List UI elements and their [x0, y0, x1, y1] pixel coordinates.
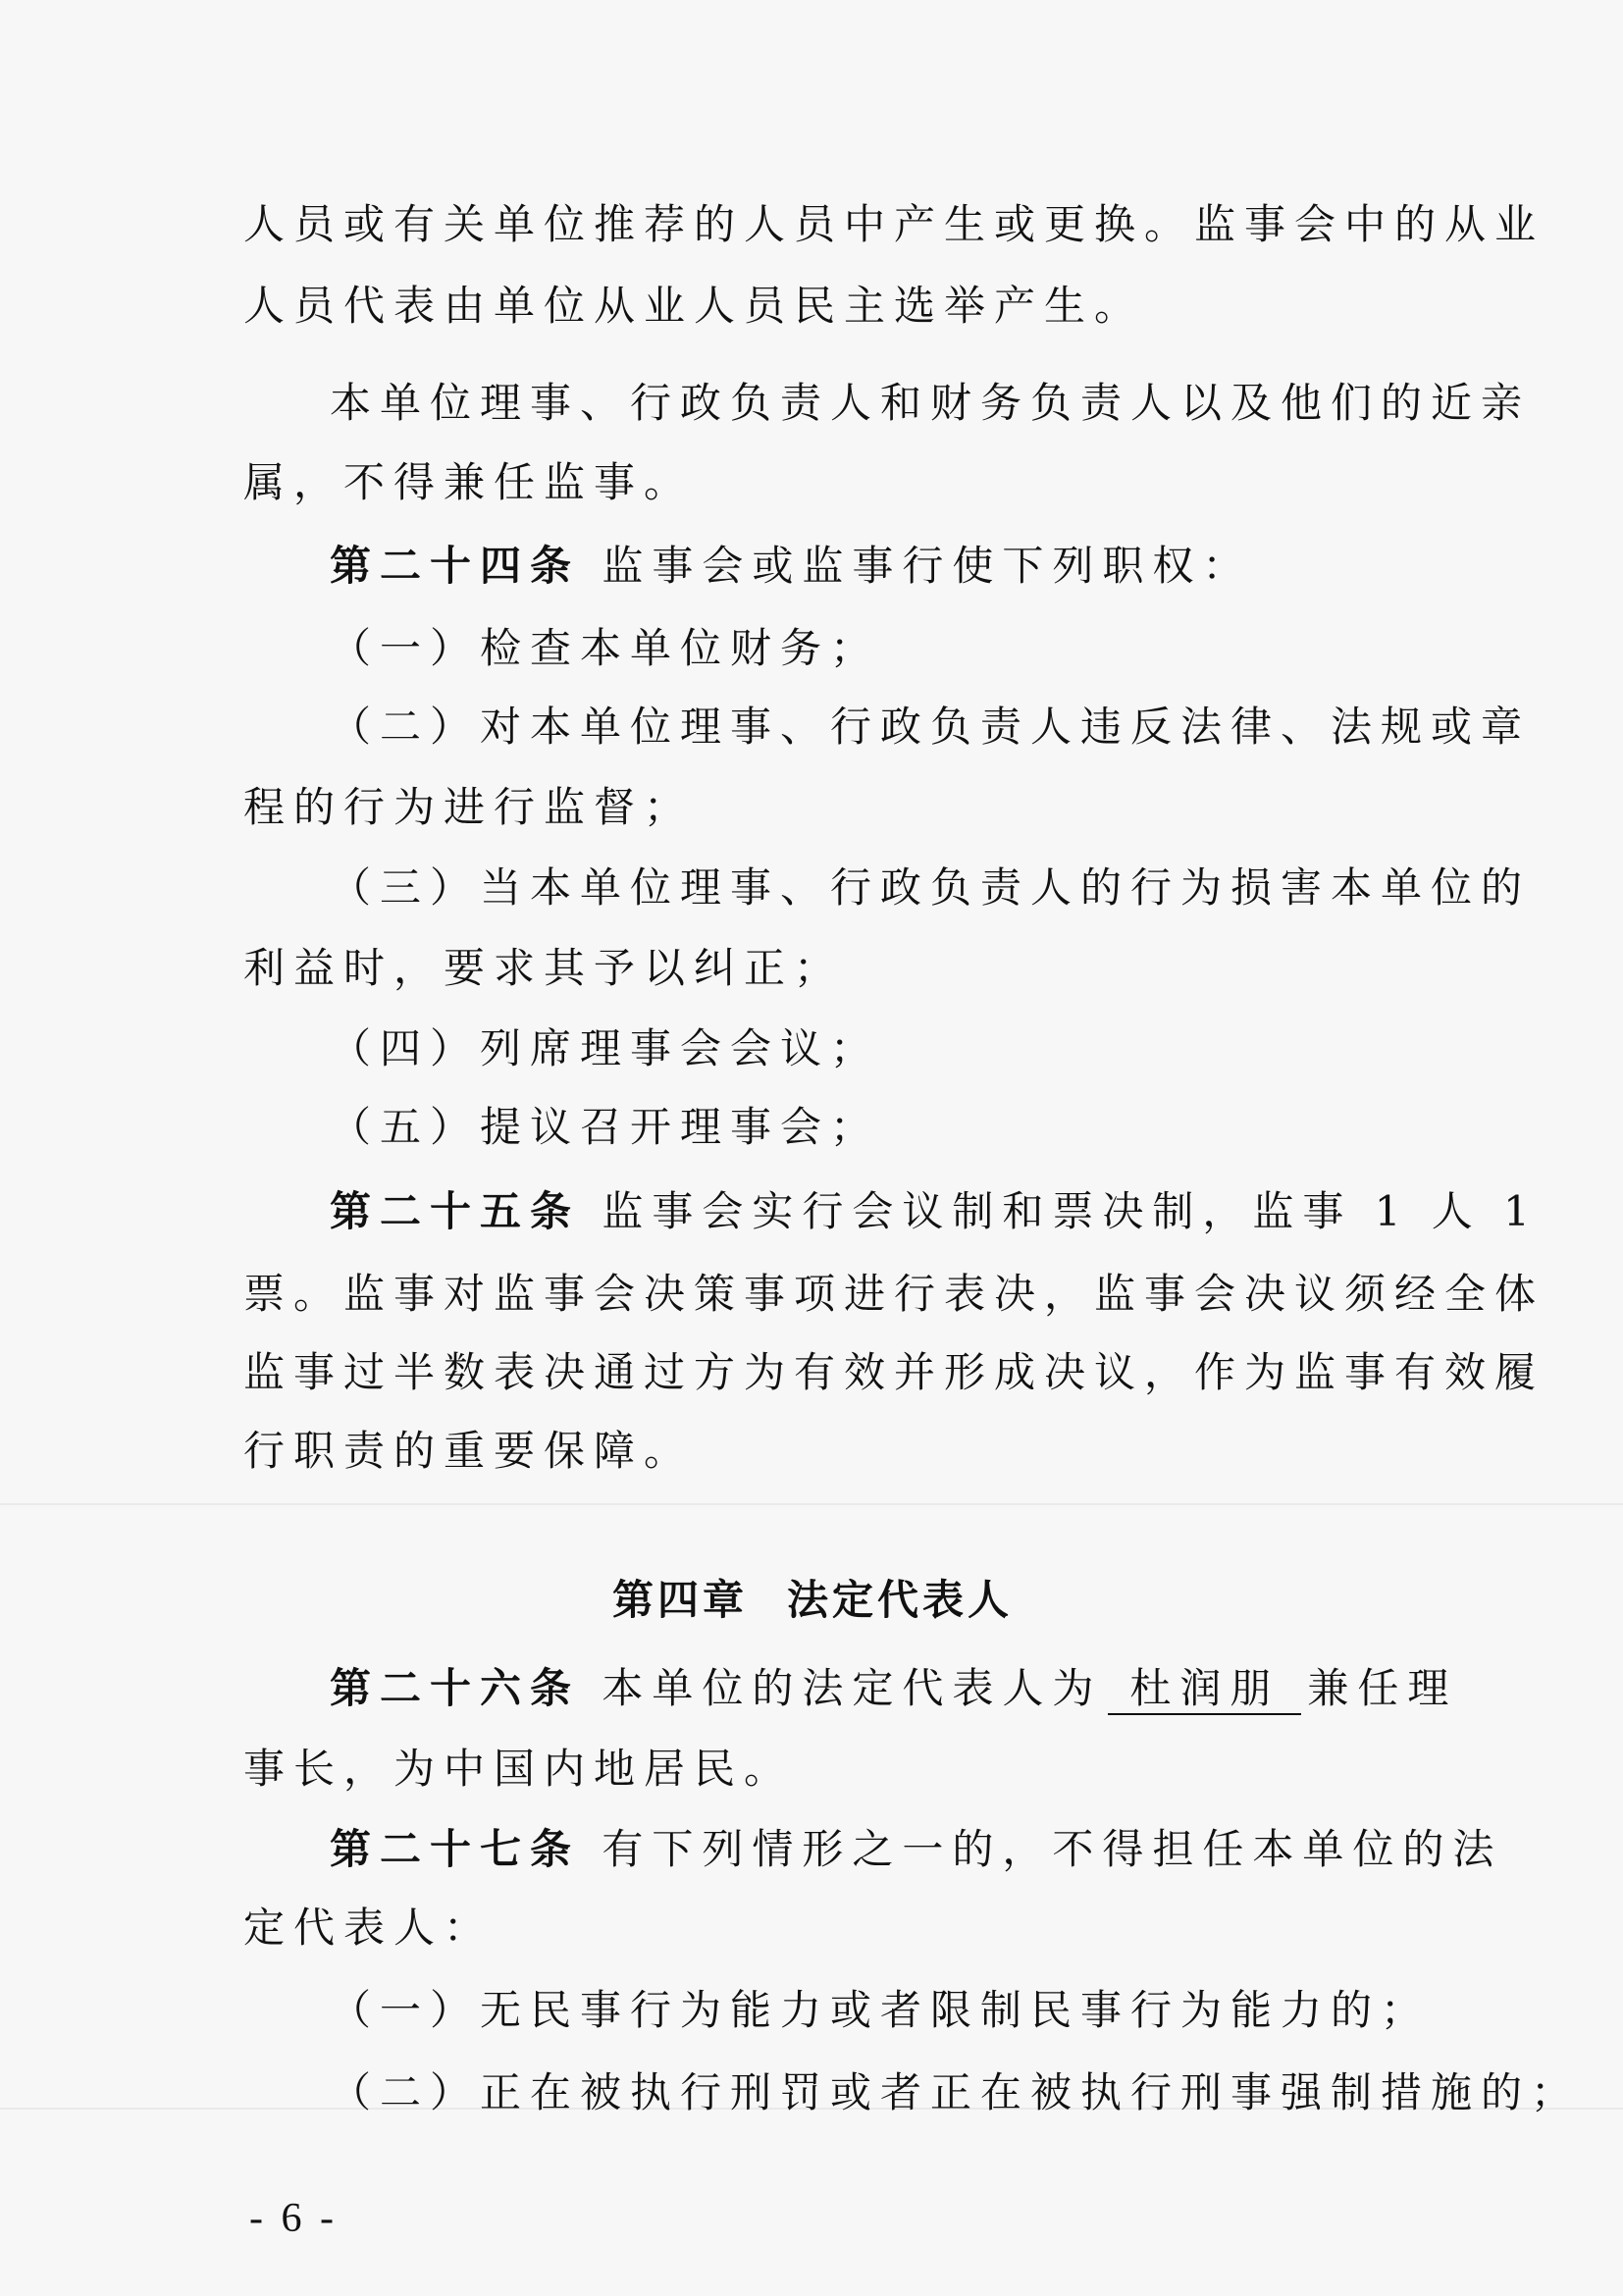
paragraph-line: 票。监事对监事会决策事项进行表决，监事会决议须经全体	[243, 1270, 1545, 1318]
chapter-name: 法定代表人	[787, 1576, 1014, 1624]
list-item: （一）无民事行为能力或者限制民事行为能力的；	[330, 1986, 1432, 2034]
article-text: 监事会实行会议制和票决制，监事 1 人 1	[602, 1187, 1539, 1235]
chapter-title	[243, 1576, 1382, 1625]
list-item: （二）正在被执行刑罚或者正在被执行刑事强制措施的；	[330, 2068, 1582, 2116]
article-text: 监事会或监事行使下列职权：	[602, 542, 1253, 590]
chapter-number: 第四章	[611, 1576, 748, 1624]
paragraph-line: 人员或有关单位推荐的人员中产生或更换。监事会中的从业	[243, 200, 1545, 248]
scan-artifact-line	[0, 1503, 1623, 1505]
article-27	[330, 1825, 1502, 1874]
paragraph-line: 监事过半数表决通过方为有效并形成决议，作为监事有效履	[243, 1348, 1545, 1396]
list-item: （五）提议召开理事会；	[330, 1103, 881, 1151]
page-number: - 6 -	[249, 2196, 338, 2241]
paragraph-line: 事长，为中国内地居民。	[243, 1745, 795, 1793]
paragraph-line: 人员代表由单位从业人员民主选举产生。	[243, 282, 1145, 330]
article-title: 第二十五条	[330, 1187, 581, 1235]
list-item: （二）对本单位理事、行政负责人违反法律、法规或章	[330, 703, 1532, 751]
article-title: 第二十四条	[330, 542, 581, 590]
list-item: （四）列席理事会会议；	[330, 1024, 881, 1072]
article-text: 本单位的法定代表人为	[602, 1664, 1103, 1712]
paragraph-line: 利益时，要求其予以纠正；	[243, 944, 845, 992]
list-item: （三）当本单位理事、行政负责人的行为损害本单位的	[330, 863, 1532, 912]
paragraph-line: 本单位理事、行政负责人和财务负责人以及他们的近亲	[330, 379, 1532, 427]
article-24	[330, 542, 1252, 591]
paragraph-line: 程的行为进行监督；	[243, 783, 695, 831]
article-text: 有下列情形之一的，不得担任本单位的法	[602, 1825, 1503, 1873]
paragraph-line: 属，不得兼任监事。	[243, 458, 695, 506]
article-26	[330, 1664, 1457, 1715]
list-item: （一）检查本单位财务；	[330, 624, 881, 672]
article-text: 兼任理	[1307, 1664, 1458, 1712]
article-title: 第二十六条	[330, 1664, 581, 1712]
legal-representative-name: 杜润朋	[1108, 1664, 1301, 1715]
article-25	[330, 1187, 1539, 1236]
article-title: 第二十七条	[330, 1825, 581, 1873]
paragraph-line: 行职责的重要保障。	[243, 1427, 695, 1475]
paragraph-line: 定代表人：	[243, 1904, 495, 1952]
